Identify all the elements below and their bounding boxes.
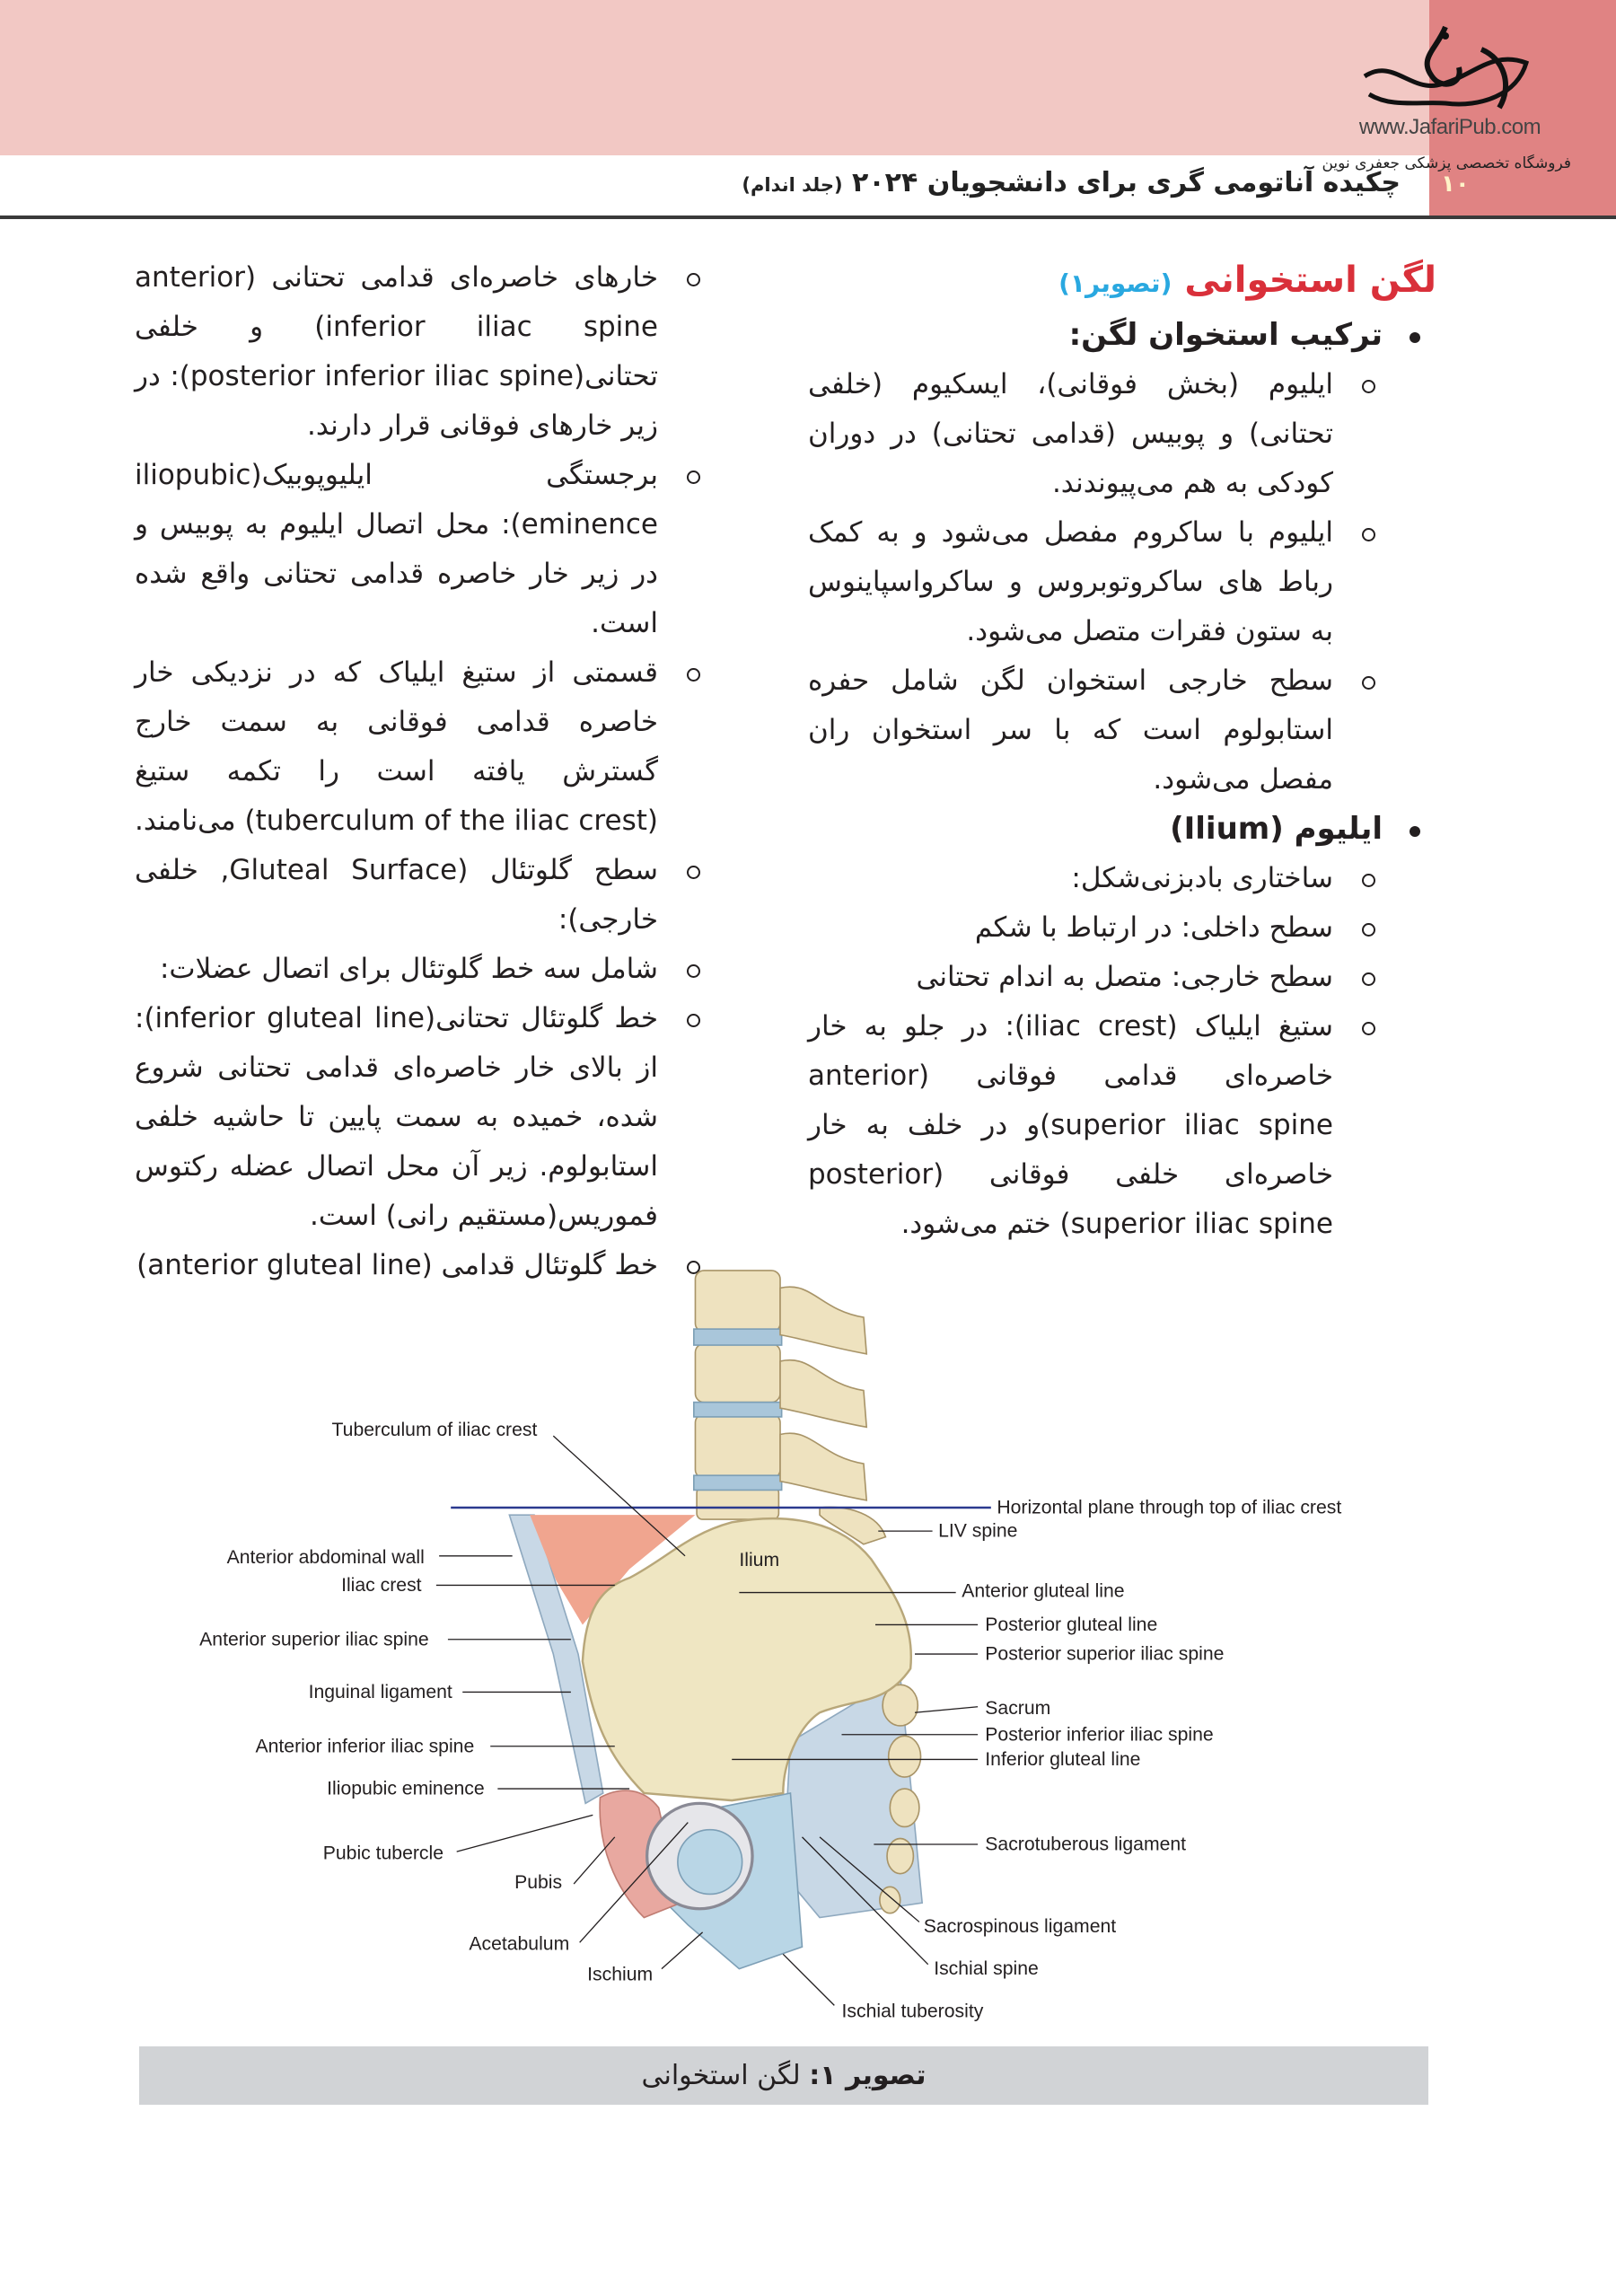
label-posterior-gluteal-line: Posterior gluteal line — [985, 1614, 1158, 1635]
header-divider — [0, 216, 1616, 219]
bullet-circle-icon — [687, 471, 700, 484]
bullet-circle-icon — [687, 964, 700, 978]
section-heading — [808, 253, 1436, 311]
lumbar-spine — [694, 1271, 886, 1544]
label-horizontal-plane: Horizontal plane through top of iliac crest — [997, 1497, 1342, 1518]
label-inguinal-ligament: Inguinal ligament — [308, 1681, 452, 1702]
list-item — [808, 953, 1436, 1002]
bullet-circle-icon — [687, 1014, 700, 1027]
list-item-text: سطح گلوتئال (Gluteal Surface, خلفی خارجی): — [135, 854, 658, 936]
label-iliopubic-eminence: Iliopubic eminence — [327, 1778, 485, 1799]
label-sacrotuberous: Sacrotuberous ligament — [985, 1834, 1187, 1855]
label-ischial-tuberosity: Ischial tuberosity — [841, 2001, 984, 2022]
label-ischial-spine: Ischial spine — [934, 1958, 1039, 1980]
bullet-circle-icon — [1362, 676, 1375, 690]
list-item-text: قسمتی از ستیغ ایلیاک که در نزدیکی خار خاصره قدامی فوقانی به سمت خارج گسترش یافته است را تکمه ستیغ (tuberculum of the iliac crest) می‌نامند. — [135, 656, 658, 837]
label-pubis: Pubis — [514, 1871, 563, 1893]
section-title — [808, 311, 1436, 360]
label-anterior-abdominal-wall: Anterior abdominal wall — [226, 1546, 425, 1568]
store-name: فروشگاه تخصصی پزشکی جعفری نوین — [1322, 154, 1571, 172]
bullet-dot-icon — [1410, 332, 1420, 343]
bullet-circle-icon — [1362, 528, 1375, 541]
list-item-text: ستیغ ایلیاک (iliac crest): در جلو به خار خاصره‌ای قدامی فوقانی (anterior superior iliac spine)و در خلف به خار خاصره‌ای خلفی فوقانی (posterior superior iliac spine) ختم می‌شود. — [808, 1010, 1333, 1240]
list-item — [135, 994, 705, 1241]
label-iliac-crest: Iliac crest — [341, 1574, 422, 1596]
list-item-text: خارهای خاصره‌ای قدامی تحتانی (anterior inferior iliac spine) و خلفی تحتانی(posterior inferior iliac spine): در زیر خارهای فوقانی قرار دارند. — [135, 261, 658, 442]
label-inferior-gluteal-line: Inferior gluteal line — [985, 1748, 1141, 1770]
label-pubic-tubercle: Pubic tubercle — [322, 1843, 444, 1864]
list-item — [808, 1002, 1436, 1249]
left-items — [135, 253, 705, 1290]
label-aiis: Anterior inferior iliac spine — [255, 1736, 475, 1757]
list-item — [135, 253, 705, 451]
label-asis: Anterior superior iliac spine — [199, 1629, 429, 1650]
heading-figure-ref: (تصویر۱) — [1058, 268, 1172, 298]
bullet-circle-icon — [687, 668, 700, 682]
list-item — [135, 945, 705, 994]
page-number: ۱۰ — [1441, 171, 1470, 198]
pelvis-figure — [0, 1239, 1616, 2047]
section-title-text: ایلیوم (Ilium) — [1170, 811, 1383, 847]
list-item — [808, 903, 1436, 953]
volume-label: (جلد اندام) — [742, 174, 843, 196]
list-item-text: ایلیوم با ساکروم مفصل می‌شود و به کمک رباط های ساکروتوبروس و ساکرواسپاینوس به ستون فقرات متصل می‌شود. — [808, 516, 1333, 647]
label-ischium: Ischium — [587, 1964, 654, 1985]
bullet-dot-icon — [1410, 826, 1420, 837]
left-column — [135, 253, 705, 1290]
list-item — [808, 854, 1436, 903]
list-item-text: شامل سه خط گلوتئال برای اتصال عضلات: — [159, 953, 658, 985]
book-title — [742, 167, 1401, 198]
section-title-text: ترکیب استخوان لگن: — [1068, 317, 1383, 353]
bullet-circle-icon — [1362, 874, 1375, 887]
label-piis: Posterior inferior iliac spine — [985, 1724, 1214, 1746]
label-sacrospinous: Sacrospinous ligament — [923, 1915, 1117, 1937]
list-item-text: سطح خارجی: متصل به اندام تحتانی — [916, 961, 1333, 993]
caption-text: لگن استخوانی — [641, 2060, 801, 2091]
book-title-text: چکیده آناتومی گری برای دانشجویان ۲۰۲۴ — [852, 167, 1401, 198]
bullet-circle-icon — [1362, 380, 1375, 393]
site-url[interactable]: www.JafariPub.com — [1358, 115, 1541, 139]
label-psis: Posterior superior iliac spine — [985, 1643, 1225, 1665]
list-item-text: برجستگی ایلیوپوبیک(iliopubic eminence): محل اتصال ایلیوم به پوبیس و در زیر خار خاصره قدامی تحتانی واقع شده است. — [135, 459, 658, 639]
bullet-circle-icon — [1362, 972, 1375, 986]
publisher-logo — [1347, 22, 1544, 117]
label-sacrum: Sacrum — [985, 1697, 1051, 1719]
list-item — [808, 508, 1436, 656]
bullet-circle-icon — [1362, 1022, 1375, 1035]
label-anterior-gluteal-line: Anterior gluteal line — [962, 1580, 1125, 1602]
list-item-text: سطح داخلی: در ارتباط با شکم — [974, 911, 1333, 944]
section-title — [808, 805, 1436, 854]
list-item — [135, 451, 705, 648]
right-column — [808, 253, 1436, 1249]
bullet-circle-icon — [1362, 923, 1375, 937]
caption-label: تصویر ۱: — [809, 2060, 927, 2091]
label-tuberculum: Tuberculum of iliac crest — [331, 1420, 538, 1441]
right-sections — [808, 311, 1436, 1249]
bullet-circle-icon — [687, 866, 700, 879]
list-item-text: سطح خارجی استخوان لگن شامل حفره استابولوم است که با سر استخوان ران مفصل می‌شود. — [808, 664, 1333, 796]
list-item — [808, 360, 1436, 508]
list-item — [808, 656, 1436, 805]
list-item — [135, 846, 705, 945]
list-item — [135, 648, 705, 846]
label-ilium: Ilium — [739, 1550, 780, 1571]
figure-caption — [139, 2046, 1428, 2105]
list-item-text: ایلیوم (بخش فوقانی)، ایسکیوم (خلفی تحتانی) و پوبیس (قدامی تحتانی) در دوران کودکی به هم می‌پیوندند. — [808, 368, 1333, 499]
list-item-text: ساختاری بادبزنی‌شکل: — [1071, 862, 1333, 894]
label-liv-spine: LIV spine — [938, 1520, 1018, 1542]
label-acetabulum: Acetabulum — [469, 1933, 570, 1955]
list-item-text: خط گلوتئال قدامی (anterior gluteal line) — [136, 1249, 658, 1281]
bullet-circle-icon — [687, 273, 700, 286]
list-item-text: خط گلوتئال تحتانی(inferior gluteal line): از بالای خار خاصره‌ای قدامی تحتانی شروع شده، خمیده به سمت پایین تا حاشیه خلفی استابولوم. زیر آن محل اتصال عضله رکتوس فموریس(مستقیم رانی) است. — [135, 1002, 658, 1232]
heading-text: لگن استخوانی — [1184, 260, 1436, 301]
